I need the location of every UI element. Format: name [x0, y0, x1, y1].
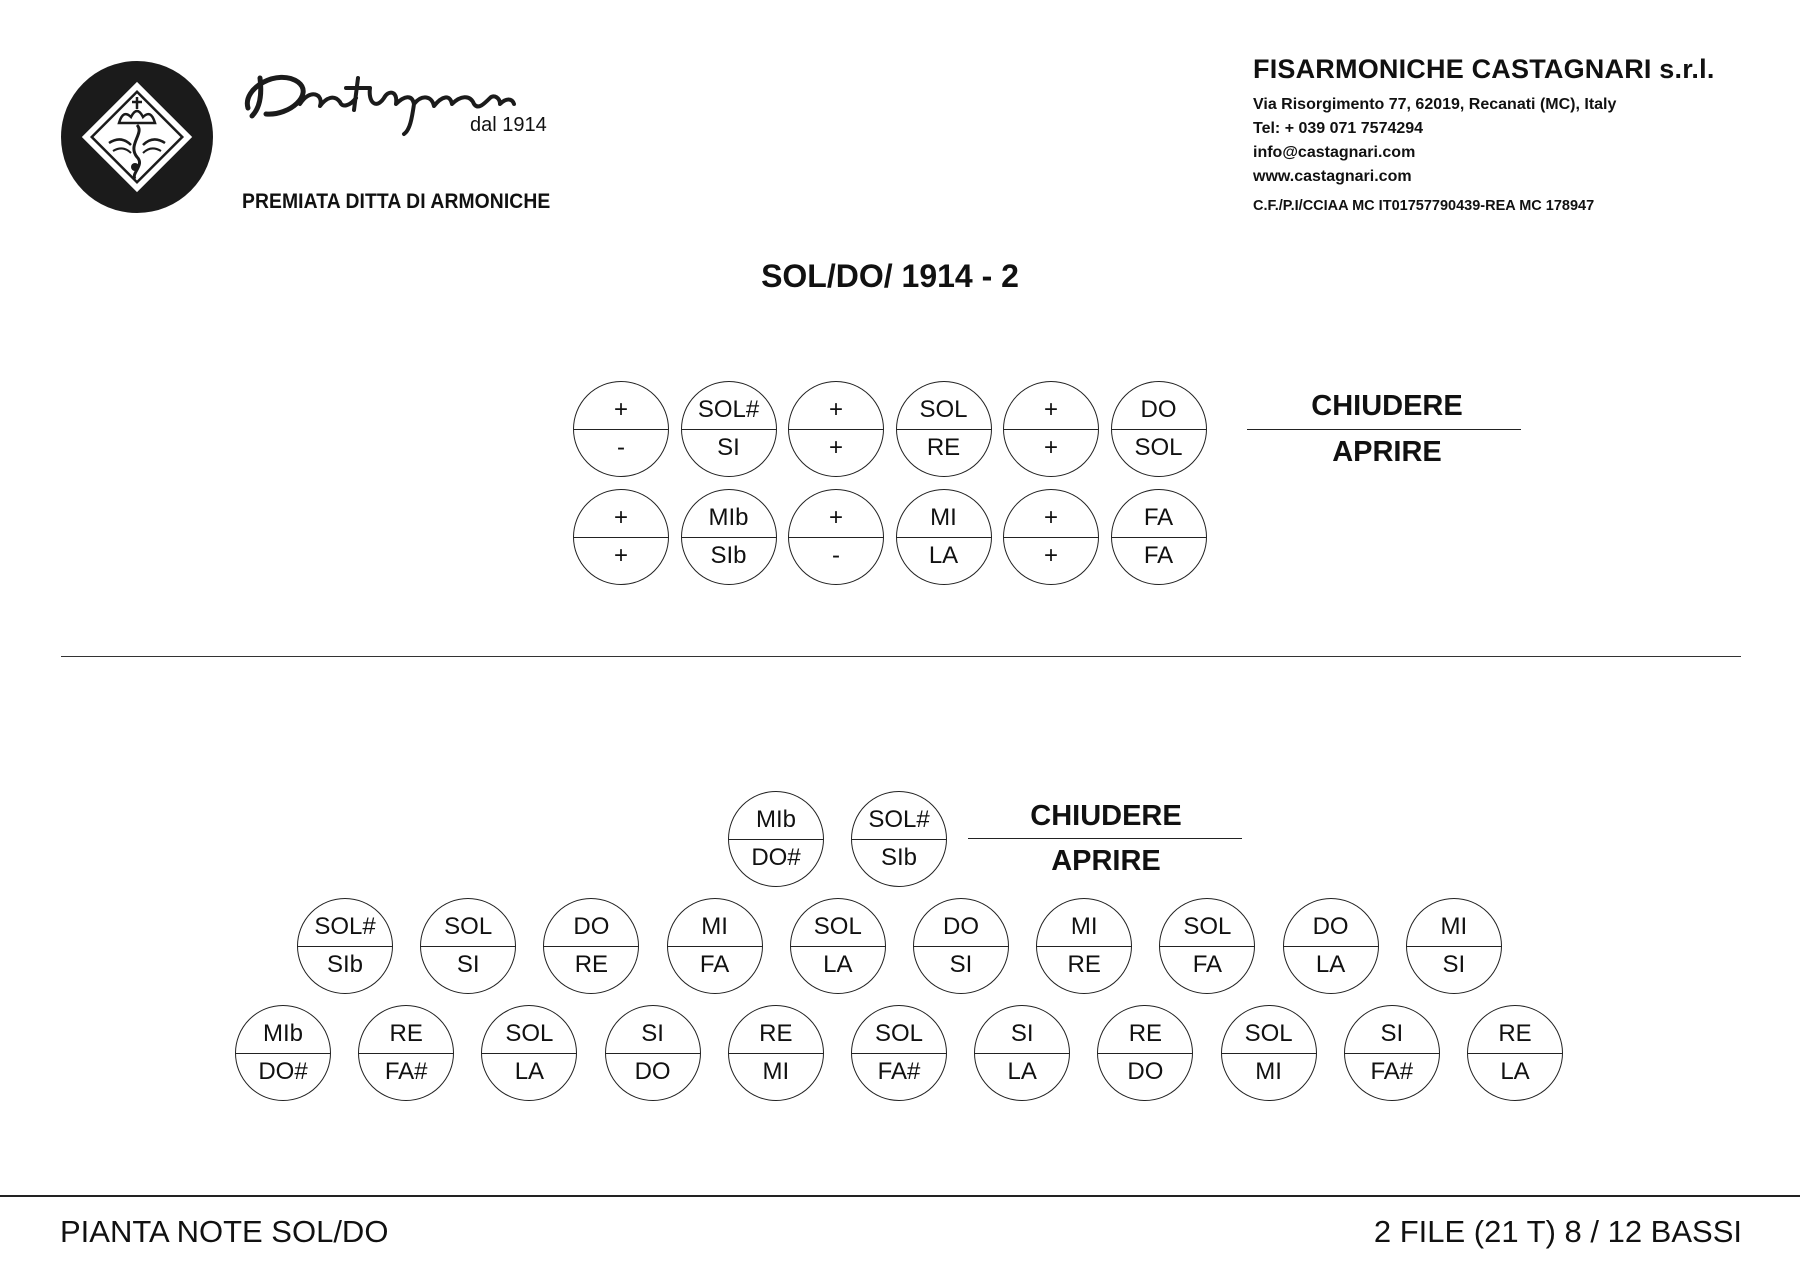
- button-divider: [852, 839, 946, 840]
- pull-note-label: FA#: [1370, 1058, 1414, 1085]
- button-divider: [1160, 946, 1254, 947]
- push-note-label: +: [828, 396, 843, 423]
- push-note-label: SOL#: [868, 806, 930, 833]
- button-divider: [1284, 946, 1378, 947]
- pull-note-label: DO#: [751, 844, 801, 871]
- bass-button: [913, 898, 1009, 994]
- push-note-label: SOL: [505, 1020, 554, 1047]
- pull-note-label: LA: [514, 1058, 545, 1085]
- bass-button: [1467, 1005, 1563, 1101]
- bass-button: [728, 791, 824, 887]
- push-note-label: RE: [759, 1020, 793, 1047]
- bass-legend-push: CHIUDERE: [1030, 800, 1182, 832]
- pull-note-label: SI: [456, 951, 480, 978]
- button-divider: [789, 429, 883, 430]
- pull-note-label: SOL: [1134, 434, 1183, 461]
- pull-note-label: +: [828, 434, 843, 461]
- push-note-label: FA: [1143, 504, 1174, 531]
- button-divider: [897, 429, 991, 430]
- treble-button: [1003, 381, 1099, 477]
- bass-button: [1283, 898, 1379, 994]
- section-divider: [61, 656, 1741, 657]
- treble-button: [1111, 489, 1207, 585]
- push-note-label: +: [613, 504, 628, 531]
- push-note-label: RE: [389, 1020, 423, 1047]
- pull-note-label: FA#: [384, 1058, 428, 1085]
- button-divider: [975, 1053, 1069, 1054]
- treble-legend-pull: APRIRE: [1332, 436, 1442, 468]
- pull-note-label: LA: [1500, 1058, 1530, 1085]
- treble-button: [896, 489, 992, 585]
- push-note-label: MI: [930, 504, 957, 531]
- push-note-label: RE: [1128, 1020, 1163, 1047]
- treble-button: [573, 381, 669, 477]
- pull-note-label: SI: [717, 434, 740, 461]
- button-divider: [1037, 946, 1131, 947]
- bass-button: [605, 1005, 701, 1101]
- button-divider: [897, 537, 991, 538]
- push-note-label: MIb: [755, 806, 796, 833]
- pull-note-label: LA: [1007, 1058, 1037, 1085]
- pull-note-label: MI: [1255, 1058, 1282, 1085]
- push-note-label: DO: [573, 913, 610, 940]
- treble-button: [788, 489, 884, 585]
- pull-note-label: SIb: [880, 844, 918, 871]
- button-divider: [682, 429, 776, 430]
- bass-button: [543, 898, 639, 994]
- pull-note-label: +: [1043, 434, 1058, 461]
- push-note-label: +: [828, 504, 843, 531]
- button-divider: [359, 1053, 453, 1054]
- pull-note-label: FA: [1143, 542, 1174, 569]
- bass-button: [1344, 1005, 1440, 1101]
- pull-note-label: FA: [699, 951, 730, 978]
- treble-button: [1111, 381, 1207, 477]
- pull-note-label: FA: [1192, 951, 1223, 978]
- document-title: SOL/DO/ 1914 - 2: [761, 258, 1019, 294]
- brand-tagline: PREMIATA DITTA DI ARMONICHE: [242, 190, 551, 213]
- button-divider: [789, 537, 883, 538]
- company-registry: C.F./P.I/CCIAA MC IT01757790439-REA MC 178947: [1253, 198, 1595, 214]
- pull-note-label: DO: [634, 1058, 671, 1085]
- button-divider: [852, 1053, 946, 1054]
- bass-button: [1036, 898, 1132, 994]
- button-divider: [914, 946, 1008, 947]
- pull-note-label: LA: [823, 951, 853, 978]
- button-divider: [421, 946, 515, 947]
- push-note-label: SOL#: [697, 396, 760, 423]
- bass-button: [235, 1005, 331, 1101]
- button-divider: [1345, 1053, 1439, 1054]
- button-divider: [574, 537, 668, 538]
- treble-legend-divider: [1247, 429, 1521, 430]
- button-divider: [544, 946, 638, 947]
- treble-button: [1003, 489, 1099, 585]
- bass-button: [481, 1005, 577, 1101]
- bass-button: [851, 1005, 947, 1101]
- bass-legend-pull: APRIRE: [1051, 845, 1161, 877]
- push-note-label: MIb: [262, 1020, 303, 1047]
- pull-note-label: -: [617, 434, 625, 461]
- button-divider: [606, 1053, 700, 1054]
- pull-note-label: RE: [926, 434, 961, 461]
- bass-button: [974, 1005, 1070, 1101]
- bass-button: [297, 898, 393, 994]
- push-note-label: SI: [1010, 1020, 1034, 1047]
- pull-note-label: MI: [762, 1058, 790, 1085]
- bass-button: [1097, 1005, 1193, 1101]
- button-divider: [729, 839, 823, 840]
- bass-button: [358, 1005, 454, 1101]
- treble-legend-push: CHIUDERE: [1311, 390, 1463, 422]
- treble-button: [788, 381, 884, 477]
- pull-note-label: SIb: [710, 542, 747, 569]
- push-note-label: DO: [1140, 396, 1177, 423]
- bass-legend-divider: [968, 838, 1242, 839]
- button-divider: [298, 946, 392, 947]
- button-divider: [1098, 1053, 1192, 1054]
- company-address: Via Risorgimento 77, 62019, Recanati (MC), Italy: [1253, 96, 1617, 113]
- pull-note-label: -: [832, 542, 840, 569]
- push-note-label: MI: [701, 913, 728, 940]
- button-divider: [682, 537, 776, 538]
- bass-button: [420, 898, 516, 994]
- company-email[interactable]: info@castagnari.com: [1253, 144, 1416, 161]
- pull-note-label: LA: [1315, 951, 1346, 978]
- treble-button: [896, 381, 992, 477]
- treble-button: [681, 381, 777, 477]
- footer-layout-name: PIANTA NOTE SOL/DO: [60, 1214, 389, 1249]
- button-divider: [1407, 946, 1501, 947]
- button-divider: [1004, 537, 1098, 538]
- button-divider: [1468, 1053, 1562, 1054]
- pull-note-label: LA: [928, 542, 959, 569]
- treble-button: [681, 489, 777, 585]
- push-note-label: DO: [943, 913, 979, 940]
- button-divider: [574, 429, 668, 430]
- pull-note-label: SI: [1442, 951, 1466, 978]
- push-note-label: SI: [641, 1020, 664, 1047]
- bass-button: [790, 898, 886, 994]
- bass-button: [1221, 1005, 1317, 1101]
- button-divider: [791, 946, 885, 947]
- button-divider: [1222, 1053, 1316, 1054]
- button-divider: [1004, 429, 1098, 430]
- push-note-label: RE: [1498, 1020, 1532, 1047]
- company-phone: Tel: + 039 071 7574294: [1253, 120, 1424, 137]
- pull-note-label: DO#: [258, 1058, 308, 1085]
- footer-model-spec: 2 FILE (21 T) 8 / 12 BASSI: [1373, 1214, 1742, 1249]
- push-note-label: MI: [1070, 913, 1098, 940]
- push-note-label: SOL: [1183, 913, 1232, 940]
- push-note-label: SOL#: [314, 913, 376, 940]
- push-note-label: MIb: [708, 504, 749, 531]
- treble-button: [573, 489, 669, 585]
- push-note-label: SOL: [1244, 1020, 1293, 1047]
- button-divider: [482, 1053, 576, 1054]
- push-note-label: DO: [1312, 913, 1349, 940]
- bass-button: [667, 898, 763, 994]
- pull-note-label: RE: [574, 951, 609, 978]
- pull-note-label: +: [1043, 542, 1058, 569]
- bass-button: [728, 1005, 824, 1101]
- footer-rule: [0, 1195, 1800, 1197]
- pull-note-label: DO: [1127, 1058, 1164, 1085]
- bass-button: [851, 791, 947, 887]
- pull-note-label: SIb: [326, 951, 364, 978]
- push-note-label: SOL: [444, 913, 493, 940]
- pull-note-label: SI: [949, 951, 973, 978]
- company-website[interactable]: www.castagnari.com: [1253, 168, 1412, 185]
- button-divider: [1112, 429, 1206, 430]
- pull-note-label: +: [613, 542, 628, 569]
- button-divider: [668, 946, 762, 947]
- push-note-label: SOL: [813, 913, 862, 940]
- push-note-label: +: [1043, 504, 1058, 531]
- logo-emblem: [61, 61, 213, 213]
- pull-note-label: FA#: [877, 1058, 921, 1085]
- push-note-label: SOL: [874, 1020, 924, 1047]
- since-year-text: dal 1914: [470, 114, 547, 136]
- push-note-label: MI: [1440, 913, 1468, 940]
- button-divider: [236, 1053, 330, 1054]
- bass-button: [1406, 898, 1502, 994]
- button-divider: [1112, 537, 1206, 538]
- pull-note-label: RE: [1067, 951, 1101, 978]
- push-note-label: +: [1043, 396, 1058, 423]
- push-note-label: SOL: [919, 396, 968, 423]
- push-note-label: SI: [1380, 1020, 1404, 1047]
- push-note-label: +: [613, 396, 628, 423]
- company-name: FISARMONICHE CASTAGNARI s.r.l.: [1253, 54, 1715, 84]
- bass-button: [1159, 898, 1255, 994]
- button-divider: [729, 1053, 823, 1054]
